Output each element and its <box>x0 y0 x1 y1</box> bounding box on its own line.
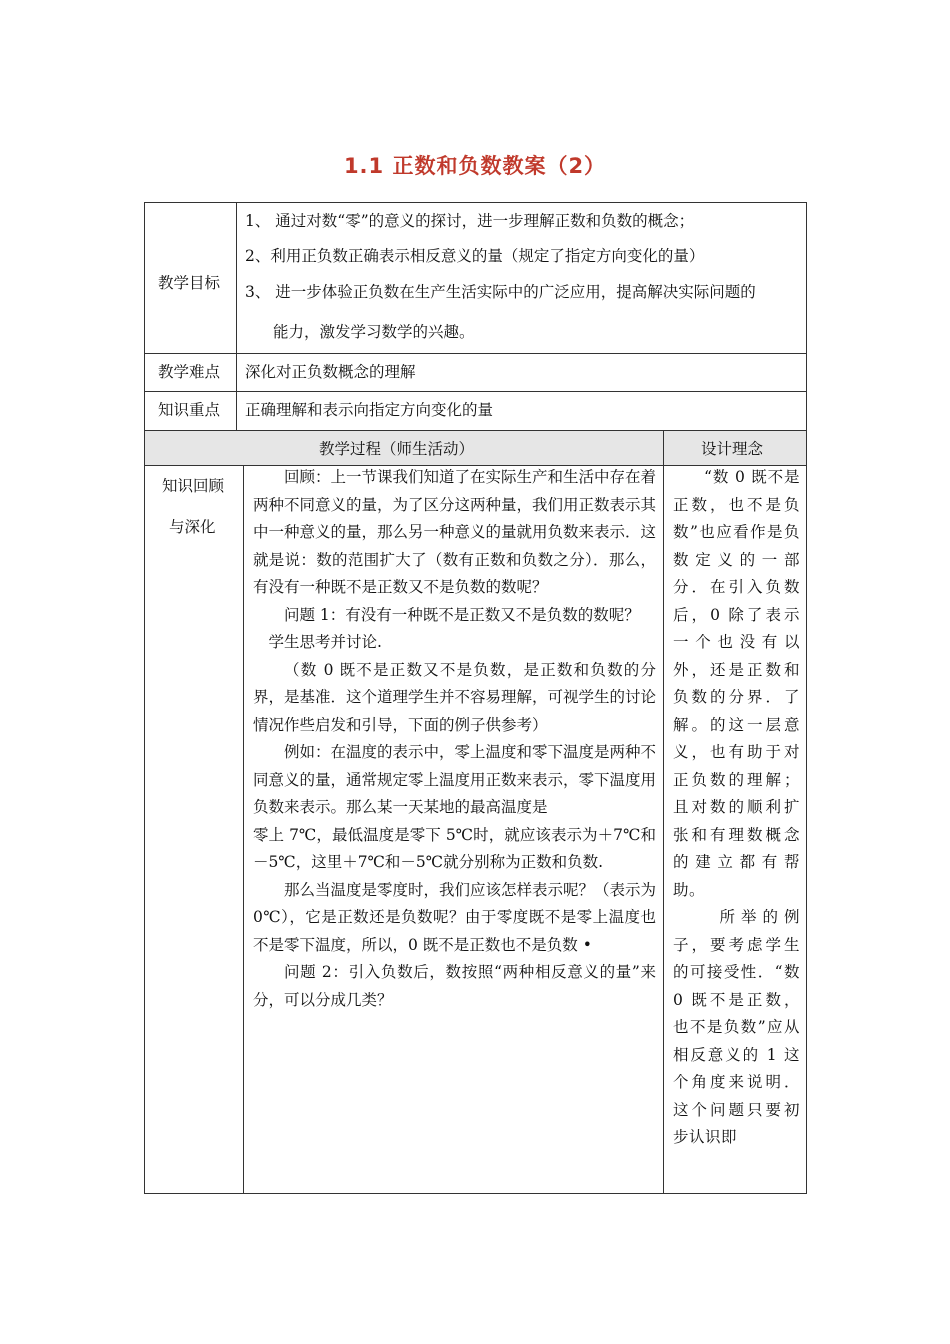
process-paragraph: 例如：在温度的表示中，零上温度和零下温度是两种不同意义的量，通常规定零上温度用正数来表示，零下温度用负数来表示。那么某一天某地的最高温度是 <box>253 743 657 816</box>
keypoint-label: 知识重点 <box>158 401 221 419</box>
page-title: 1.1 正数和负数教案（2） <box>343 154 607 178</box>
section-label-line2: 与深化 <box>169 518 216 536</box>
concept-header: 设计理念 <box>701 440 764 458</box>
goal-item-3: 3、 进一步体验正负数在生产生活实际中的广泛应用，提高解决实际问题的 <box>245 283 756 301</box>
section-column-divider <box>243 465 244 1194</box>
process-paragraph: 零上 7℃，最低温度是零下 5℃时，就应该表示为＋7℃和－5℃，这里＋7℃和－5℃就分别称为正数和负数. <box>253 825 656 871</box>
process-header: 教学过程（师生活动） <box>319 440 475 458</box>
process-paragraph: 回顾：上一节课我们知道了在实际生产和生活中存在着两种不同意义的量，为了区分这两种量，我们用正数表示其中一种意义的量，那么另一种意义的量就用负数来表示．这就是说：数的范围扩大了（数有正数和负数之分）．那么，有没有一种既不是正数又不是负数的数呢？ <box>253 468 657 596</box>
goals-label: 教学目标 <box>158 274 221 292</box>
keypoint-text: 正确理解和表示向指定方向变化的量 <box>245 401 494 419</box>
process-paragraph: 问题 2：引入负数后，数按照“两种相反意义的量”来分，可以分成几类？ <box>253 963 656 1009</box>
goal-item-1: 1、 通过对数“零”的意义的探讨，进一步理解正数和负数的概念； <box>245 212 695 230</box>
process-paragraph: 学生思考并讨论. <box>268 633 382 651</box>
difficulty-text: 深化对正负数概念的理解 <box>245 363 416 381</box>
table-divider-difficulty <box>144 391 807 392</box>
goal-item-2: 2、利用正负数正确表示相反意义的量（规定了指定方向变化的量） <box>245 247 705 265</box>
label-column-divider <box>236 202 237 430</box>
difficulty-label: 教学难点 <box>158 363 221 381</box>
table-border-right <box>806 202 807 1194</box>
process-content <box>253 464 656 1014</box>
process-paragraph: 那么当温度是零度时，我们应该怎样表示呢？（表示为 0℃），它是正数还是负数呢？由于零度既不是零上温度也不是零下温度，所以，0 既不是正数也不是负数 • <box>253 880 657 954</box>
process-paragraph: （数 0 既不是正数又不是负数，是正数和负数的分界，是基准．这个道理学生并不容易理解，可视学生的讨论情况作些启发和引导，下面的例子供参考） <box>253 660 657 734</box>
goal-item-3-continued: 能力，激发学习数学的兴趣。 <box>273 323 475 341</box>
concept-content <box>673 464 800 1152</box>
table-border-top <box>144 202 807 203</box>
table-divider-goals <box>144 353 807 354</box>
concept-column-divider <box>663 465 664 1194</box>
process-paragraph: 问题 1：有没有一种既不是正数又不是负数的数呢？ <box>284 605 640 624</box>
section-label-line1: 知识回顾 <box>162 477 225 495</box>
concept-paragraph: “数 0 既不是正数，也不是负数”也应看作是负数定义的一部分．在引入负数后，0 除了表示一个也没有以外，还是正数和负数的分界．了解。的这一层意义，也有助于对正负数的理解；且对数的顺利扩张和有理数概念的建立都有帮助。 <box>673 468 800 899</box>
table-divider-keypoint <box>144 430 807 431</box>
table-border-left <box>144 202 145 1194</box>
header-column-divider <box>663 430 664 465</box>
concept-paragraph: 所举的例子，要考虑学生的可接受性．“数 0 既不是正数，也不是负数”应从相反意义的 1 这个角度来说明．这个问题只要初步认识即 <box>673 908 800 1146</box>
